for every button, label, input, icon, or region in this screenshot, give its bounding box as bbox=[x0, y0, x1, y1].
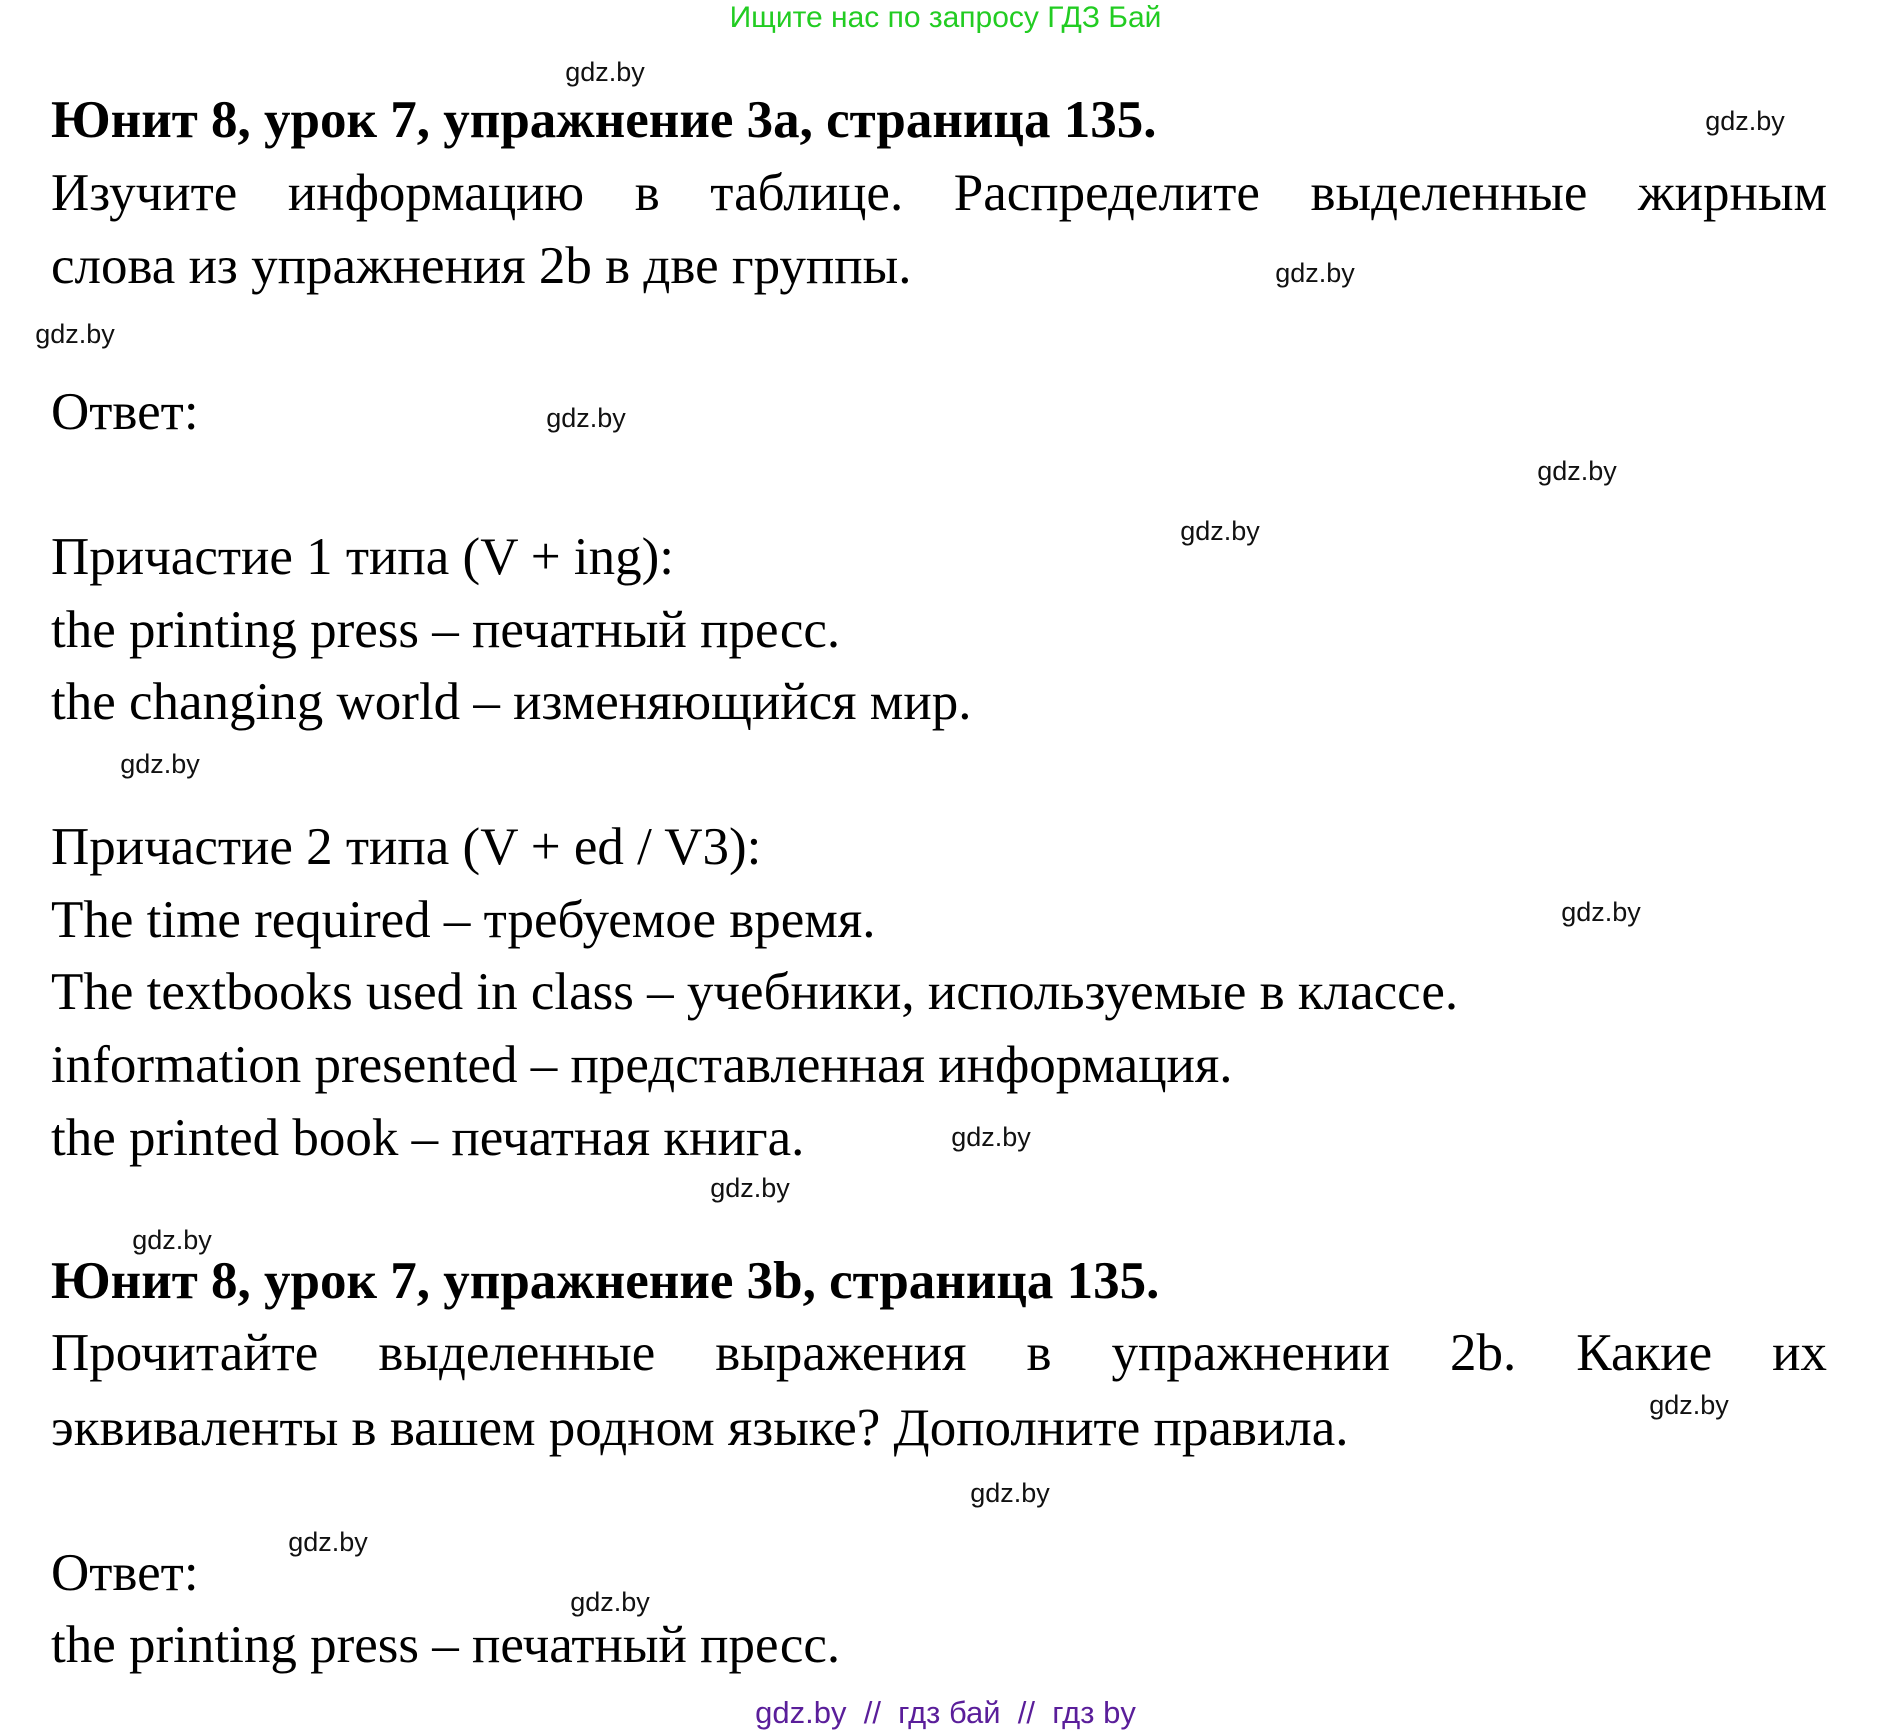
search-banner: Ищите нас по запросу ГДЗ Бай bbox=[729, 1, 1162, 34]
watermark: gdz.by bbox=[1705, 106, 1785, 136]
watermark: gdz.by bbox=[132, 1225, 212, 1255]
answer-line: The time required – требуемое время. bbox=[51, 891, 876, 949]
watermark: gdz.by bbox=[1649, 1390, 1729, 1420]
watermark: gdz.by bbox=[120, 749, 200, 779]
task-line: слова из упражнения 2b в две группы. bbox=[51, 237, 912, 295]
footer-links: gdz.by // гдз бай // гдз by bbox=[755, 1695, 1136, 1730]
watermark: gdz.by bbox=[970, 1478, 1050, 1508]
answer-line: the changing world – изменяющийся мир. bbox=[51, 673, 972, 731]
watermark: gdz.by bbox=[1561, 897, 1641, 927]
watermark: gdz.by bbox=[1275, 258, 1355, 288]
group2-title: Причастие 2 типа (V + ed / V3): bbox=[51, 818, 762, 876]
answer-line: information presented – представленная информация. bbox=[51, 1036, 1233, 1094]
watermark: gdz.by bbox=[951, 1122, 1031, 1152]
exercise-3b-heading: Юнит 8, урок 7, упражнение 3b, страница 135. bbox=[51, 1252, 1160, 1310]
answer-line: the printing press – печатный пресс. bbox=[51, 601, 841, 659]
answer-line: the printed book – печатная книга. bbox=[51, 1109, 805, 1167]
answer-label: Ответ: bbox=[51, 383, 199, 441]
watermark: gdz.by bbox=[546, 403, 626, 433]
watermark: gdz.by bbox=[570, 1587, 650, 1617]
task-line: Изучите информацию в таблице. Распределите выделенные жирным bbox=[51, 164, 1827, 222]
answer-line: the printing press – печатный пресс. bbox=[51, 1616, 841, 1674]
task-line: эквиваленты в вашем родном языке? Дополните правила. bbox=[51, 1399, 1349, 1457]
watermark: gdz.by bbox=[1537, 456, 1617, 486]
watermark: gdz.by bbox=[35, 319, 115, 349]
answer-line: The textbooks used in class – учебники, используемые в классе. bbox=[51, 963, 1459, 1021]
watermark: gdz.by bbox=[288, 1527, 368, 1557]
watermark: gdz.by bbox=[710, 1173, 790, 1203]
watermark: gdz.by bbox=[1180, 516, 1260, 546]
watermark: gdz.by bbox=[565, 57, 645, 87]
group1-title: Причастие 1 типа (V + ing): bbox=[51, 528, 675, 586]
exercise-3a-heading: Юнит 8, урок 7, упражнение 3а, страница 135. bbox=[51, 91, 1157, 149]
answer-label: Ответ: bbox=[51, 1544, 199, 1602]
task-line: Прочитайте выделенные выражения в упражнении 2b. Какие их bbox=[51, 1324, 1827, 1382]
